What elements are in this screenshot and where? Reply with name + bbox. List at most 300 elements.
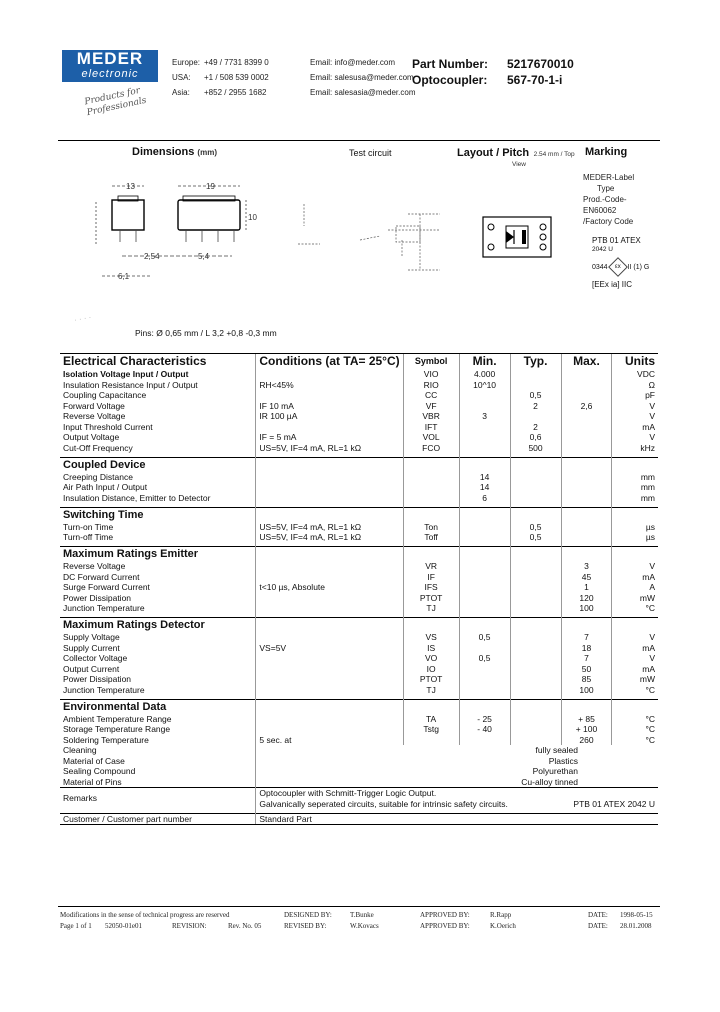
row-symbol: PTOT (403, 674, 459, 685)
pins-spec: Pins: Ø 0,65 mm / L 3,2 +0,8 -0,3 mm (135, 328, 277, 338)
row-min (459, 443, 510, 454)
marking-group: II (1) G (627, 263, 650, 271)
row-symbol: IS (403, 643, 459, 654)
table-row (60, 582, 658, 593)
row-typ (510, 632, 561, 643)
row-unit: mA (612, 422, 658, 433)
row-condition (256, 632, 403, 643)
row-condition: US=5V, IF=4 mA, RL=1 kΩ (256, 522, 403, 533)
row-unit: V (612, 561, 658, 572)
row-max: + 85 (561, 714, 612, 725)
row-name: Coupling Capacitance (63, 390, 147, 400)
row-min: 14 (459, 482, 510, 493)
empty-cell (561, 457, 612, 472)
table-row (60, 411, 658, 422)
ex-hexagon-icon: εx (608, 257, 628, 277)
footer-note1: Modifications in the sense of technical progress are reserved (60, 911, 230, 919)
marking-line: EN60062 (583, 206, 617, 215)
marking-line: Type (597, 184, 615, 193)
row-symbol: TJ (403, 603, 459, 614)
table-row (60, 432, 658, 443)
row-max (561, 532, 612, 543)
marking-line: /Factory Code (583, 217, 634, 226)
row-typ: 2 (510, 422, 561, 433)
spec-table (60, 353, 658, 825)
row-min: 3 (459, 411, 510, 422)
empty-cell (612, 507, 658, 522)
dimension-drawing (82, 172, 257, 290)
row-symbol: TJ (403, 685, 459, 696)
row-typ (510, 724, 561, 735)
row-unit: A (612, 582, 658, 593)
row-unit: °C (612, 735, 658, 746)
row-name: Output Voltage (63, 432, 120, 442)
empty-cell (256, 618, 403, 633)
row-typ (510, 603, 561, 614)
row-unit: VDC (612, 369, 658, 380)
material-value: fully sealed (256, 745, 658, 756)
dim-label: 2,54 (144, 252, 160, 261)
row-condition (256, 714, 403, 725)
row-unit: mm (612, 472, 658, 483)
remarks-line2: Galvanically seperated circuits, suitable for intrinsic safety circuits. (259, 798, 508, 809)
contact-europe (172, 58, 395, 67)
meder-logo (62, 50, 158, 82)
row-unit: °C (612, 603, 658, 614)
contact-usa (172, 73, 414, 82)
row-unit: mW (612, 674, 658, 685)
material-row (60, 766, 658, 777)
row-name: Output Current (63, 663, 120, 674)
row-unit: V (612, 411, 658, 422)
header-min: Min. (459, 354, 510, 370)
layout-pitch: 2.54 mm / Top (533, 151, 575, 158)
row-max (561, 522, 612, 533)
row-max (561, 432, 612, 443)
row-max: 2,6 (561, 401, 612, 412)
row-name: Isolation Voltage Input / Output (63, 369, 189, 379)
row-condition: 5 sec. at (256, 735, 403, 746)
material-value: Cu-alloy tinned (256, 777, 658, 788)
row-typ (510, 582, 561, 593)
empty-cell (256, 547, 403, 562)
row-name: Supply Current (63, 642, 120, 653)
table-row (60, 674, 658, 685)
row-max (561, 493, 612, 504)
row-max: 7 (561, 653, 612, 664)
material-name: Material of Pins (63, 776, 122, 787)
row-unit: µs (612, 522, 658, 533)
row-symbol: VBR (403, 411, 459, 422)
footer-approved-label2: APPROVED BY: (420, 922, 470, 930)
empty-cell (459, 457, 510, 472)
layout-title: Layout / Pitch (457, 147, 530, 159)
table-row (60, 603, 658, 614)
empty-cell (403, 618, 459, 633)
row-max (561, 380, 612, 391)
row-typ (510, 664, 561, 675)
table-row (60, 532, 658, 543)
row-name: DC Forward Current (63, 571, 140, 582)
section-title: Environmental Data (60, 699, 256, 714)
row-unit: °C (612, 724, 658, 735)
marking-line: Prod.-Code- (583, 195, 627, 204)
row-max: 7 (561, 632, 612, 643)
row-unit: mA (612, 664, 658, 675)
row-max: 1 (561, 582, 612, 593)
footer-note2: Page 1 of 1 (60, 922, 92, 930)
row-symbol: VIO (403, 369, 459, 380)
logo-line1: MEDER (76, 49, 144, 68)
row-condition: US=5V, IF=4 mA, RL=1 kΩ (256, 532, 403, 543)
footer-date2: 28.01.2008 (620, 922, 652, 930)
row-typ: 0,5 (510, 532, 561, 543)
row-symbol: Tstg (403, 724, 459, 735)
row-unit: mm (612, 493, 658, 504)
empty-cell (612, 699, 658, 714)
row-unit: mA (612, 643, 658, 654)
row-condition (256, 674, 403, 685)
row-max: 45 (561, 572, 612, 583)
dim-label: 5,4 (198, 252, 210, 261)
row-typ: 500 (510, 443, 561, 454)
table-row (60, 572, 658, 583)
row-condition (256, 472, 403, 483)
row-name: Surge Forward Current (63, 582, 150, 592)
row-typ: 2 (510, 401, 561, 412)
marking-eex: [EEx ia] IIC (592, 280, 633, 289)
footer-divider (58, 906, 660, 907)
row-name: Junction Temperature (63, 603, 145, 613)
row-condition (256, 422, 403, 433)
footer-revision: Rev. No. 05 (228, 922, 262, 930)
contact-email[interactable]: Email: salesusa@meder.com (310, 73, 414, 82)
row-name: Creeping Distance (63, 471, 133, 482)
empty-cell (510, 699, 561, 714)
marking-ptb2: 2042 U (592, 246, 613, 253)
table-row (60, 493, 658, 504)
row-max: 260 (561, 735, 612, 746)
row-min (459, 593, 510, 604)
row-min: 6 (459, 493, 510, 504)
table-row (60, 632, 658, 643)
layout-drawing (482, 214, 554, 260)
row-name: Power Dissipation (63, 674, 132, 684)
part-number-value: 5217670010 (507, 57, 574, 71)
row-max: 3 (561, 561, 612, 572)
optocoupler-label: Optocoupler: (412, 73, 488, 87)
row-name: Power Dissipation (63, 592, 132, 603)
row-min (459, 532, 510, 543)
row-condition (256, 390, 403, 401)
footer-designed-label: DESIGNED BY: (284, 911, 332, 919)
row-name: Insulation Distance, Emitter to Detector (63, 492, 211, 503)
row-symbol: RIO (403, 380, 459, 391)
empty-cell (459, 618, 510, 633)
remarks-cell (256, 788, 658, 810)
row-max: 100 (561, 603, 612, 614)
dim-label: 19 (206, 182, 215, 191)
empty-cell (256, 507, 403, 522)
row-min (459, 572, 510, 583)
section-header-row (60, 618, 658, 633)
footer-approved-by2: K.Oerich (490, 922, 516, 930)
row-min (459, 561, 510, 572)
row-symbol: VR (403, 561, 459, 572)
row-condition (256, 482, 403, 493)
row-unit: °C (612, 685, 658, 696)
marking-ptb: PTB 01 ATEX (592, 236, 641, 245)
empty-cell (612, 457, 658, 472)
empty-cell (403, 547, 459, 562)
header-typ: Typ. (510, 354, 561, 370)
row-min: - 40 (459, 724, 510, 735)
table-row (60, 401, 658, 412)
row-min (459, 522, 510, 533)
optocoupler-value: 567-70-1-i (507, 73, 563, 87)
row-typ (510, 735, 561, 746)
table-row (60, 685, 658, 696)
section-title: Maximum Ratings Detector (60, 618, 256, 633)
row-unit: mW (612, 593, 658, 604)
remarks-row (60, 788, 658, 810)
contact-phone: +852 / 2955 1682 (204, 88, 267, 97)
row-typ: 0,6 (510, 432, 561, 443)
layout-view: View (512, 161, 526, 168)
row-unit: V (612, 632, 658, 643)
remarks-cert: PTB 01 ATEX 2042 U (573, 798, 655, 809)
contact-region: USA: (172, 73, 191, 82)
empty-cell (403, 507, 459, 522)
row-unit: °C (612, 714, 658, 725)
row-max (561, 472, 612, 483)
row-condition (256, 724, 403, 735)
contact-email[interactable]: Email: salesasia@meder.com (310, 88, 416, 97)
row-min: 0,5 (459, 653, 510, 664)
material-row (60, 756, 658, 767)
row-typ (510, 380, 561, 391)
remarks-label: Remarks (60, 788, 256, 810)
header-units: Units (612, 354, 658, 370)
row-name: Insulation Resistance Input / Output (63, 379, 198, 390)
table-row (60, 664, 658, 675)
row-name: Air Path Input / Output (63, 482, 148, 492)
row-typ (510, 593, 561, 604)
empty-cell (459, 547, 510, 562)
customer-row (60, 813, 658, 825)
remarks-line1: Optocoupler with Schmitt-Trigger Logic Output. (259, 788, 437, 798)
row-condition (256, 493, 403, 504)
material-name: Sealing Compound (63, 766, 136, 776)
section-header-row (60, 507, 658, 522)
row-unit: mm (612, 482, 658, 493)
dimensions-title-text: Dimensions (132, 146, 195, 158)
layout-title-block (457, 143, 587, 168)
row-typ (510, 472, 561, 483)
row-symbol: Toff (403, 532, 459, 543)
row-typ (510, 643, 561, 654)
dim-label: 6,1 (118, 272, 130, 281)
empty-cell (510, 507, 561, 522)
row-unit: Ω (612, 380, 658, 391)
header-characteristics: Electrical Characteristics (60, 354, 256, 370)
row-condition (256, 572, 403, 583)
row-name: Input Threshold Current (63, 421, 153, 432)
empty-cell (612, 547, 658, 562)
row-name: Turn-off Time (63, 532, 114, 542)
row-condition (256, 369, 403, 380)
row-max: 120 (561, 593, 612, 604)
contact-email[interactable]: Email: info@meder.com (310, 58, 396, 67)
empty-cell (403, 457, 459, 472)
row-typ: 0,5 (510, 522, 561, 533)
row-max: 85 (561, 674, 612, 685)
row-max (561, 411, 612, 422)
footer-date1: 1998-05-15 (620, 911, 653, 919)
row-symbol: Ton (403, 522, 459, 533)
header-conditions: Conditions (at TA= 25°C) (256, 354, 403, 370)
row-typ (510, 674, 561, 685)
row-max (561, 443, 612, 454)
row-max (561, 482, 612, 493)
row-unit: mA (612, 572, 658, 583)
footer-date-label2: DATE: (588, 922, 608, 930)
row-name: Ambient Temperature Range (63, 713, 172, 724)
row-condition: RH<45% (256, 380, 403, 391)
row-symbol (403, 493, 459, 504)
row-condition: IF 10 mA (256, 401, 403, 412)
row-name: Supply Voltage (63, 632, 120, 642)
footer-date-label1: DATE: (588, 911, 608, 919)
row-unit: µs (612, 532, 658, 543)
row-max: 18 (561, 643, 612, 654)
row-min (459, 422, 510, 433)
row-min: 4.000 (459, 369, 510, 380)
row-symbol: VF (403, 401, 459, 412)
row-min (459, 603, 510, 614)
empty-cell (561, 507, 612, 522)
row-symbol: VO (403, 653, 459, 664)
empty-cell (459, 699, 510, 714)
dimensions-unit: (mm) (197, 148, 217, 157)
empty-cell (561, 618, 612, 633)
row-symbol: VS (403, 632, 459, 643)
empty-cell (403, 699, 459, 714)
row-condition (256, 653, 403, 664)
contact-phone: +1 / 508 539 0002 (204, 73, 269, 82)
row-name: Junction Temperature (63, 684, 145, 695)
row-typ (510, 493, 561, 504)
empty-cell (612, 618, 658, 633)
row-name: Cut-Off Frequency (63, 442, 133, 453)
row-name: Soldering Temperature (63, 734, 149, 745)
row-min (459, 643, 510, 654)
row-condition (256, 561, 403, 572)
row-condition (256, 664, 403, 675)
row-typ (510, 561, 561, 572)
table-row (60, 422, 658, 433)
footer-doc-no: 52050-01e01 (105, 922, 142, 930)
table-row (60, 472, 658, 483)
row-name: Collector Voltage (63, 653, 128, 663)
marking-code: 0344 (592, 263, 608, 271)
row-symbol (403, 482, 459, 493)
footer-revised-label: REVISED BY: (284, 922, 327, 930)
row-max: 50 (561, 664, 612, 675)
row-condition: US=5V, IF=4 mA, RL=1 kΩ (256, 443, 403, 454)
row-symbol (403, 735, 459, 746)
row-symbol: IFT (403, 422, 459, 433)
material-row (60, 745, 658, 756)
row-symbol: CC (403, 390, 459, 401)
row-max: 100 (561, 685, 612, 696)
logo-line2: electronic (81, 68, 139, 80)
footer-revision-label: REVISION: (172, 922, 207, 930)
dimensions-title (132, 146, 217, 158)
row-min (459, 432, 510, 443)
table-header-row (60, 354, 658, 370)
row-unit: V (612, 432, 658, 443)
table-row (60, 593, 658, 604)
row-condition: t<10 µs, Absolute (256, 582, 403, 593)
dim-label: 10 (248, 213, 257, 222)
row-min (459, 685, 510, 696)
row-symbol: FCO (403, 443, 459, 454)
row-min (459, 735, 510, 746)
table-row (60, 735, 658, 746)
table-row (60, 482, 658, 493)
contact-region: Europe: (172, 58, 201, 67)
row-typ (510, 411, 561, 422)
table-row (60, 643, 658, 654)
empty-cell (510, 457, 561, 472)
slogan: Products for Professionals (83, 85, 148, 119)
section-header-row (60, 457, 658, 472)
footer-designed-by: T.Bunke (350, 911, 374, 919)
row-symbol: IF (403, 572, 459, 583)
row-max (561, 390, 612, 401)
row-min: - 25 (459, 714, 510, 725)
row-symbol: VOL (403, 432, 459, 443)
divider (58, 140, 660, 141)
row-symbol: PTOT (403, 593, 459, 604)
marking-line: MEDER-Label (583, 173, 635, 182)
header-max: Max. (561, 354, 612, 370)
contact-region: Asia: (172, 88, 190, 97)
material-name: Cleaning (63, 745, 97, 755)
test-circuit-drawing (290, 196, 455, 286)
row-max: + 100 (561, 724, 612, 735)
row-name: Forward Voltage (63, 400, 125, 411)
empty-cell (561, 699, 612, 714)
footer-revised-by: W.Kovacs (350, 922, 379, 930)
header-symbol: Symbol (403, 354, 459, 370)
table-row (60, 369, 658, 380)
table-row (60, 714, 658, 725)
table-row (60, 561, 658, 572)
row-name: Reverse Voltage (63, 561, 126, 571)
empty-cell (510, 618, 561, 633)
row-condition: VS=5V (256, 643, 403, 654)
material-name: Material of Case (63, 755, 125, 766)
empty-cell (561, 547, 612, 562)
row-unit: V (612, 401, 658, 412)
row-typ (510, 714, 561, 725)
row-unit: pF (612, 390, 658, 401)
row-unit: kHz (612, 443, 658, 454)
row-symbol: IO (403, 664, 459, 675)
row-condition (256, 603, 403, 614)
